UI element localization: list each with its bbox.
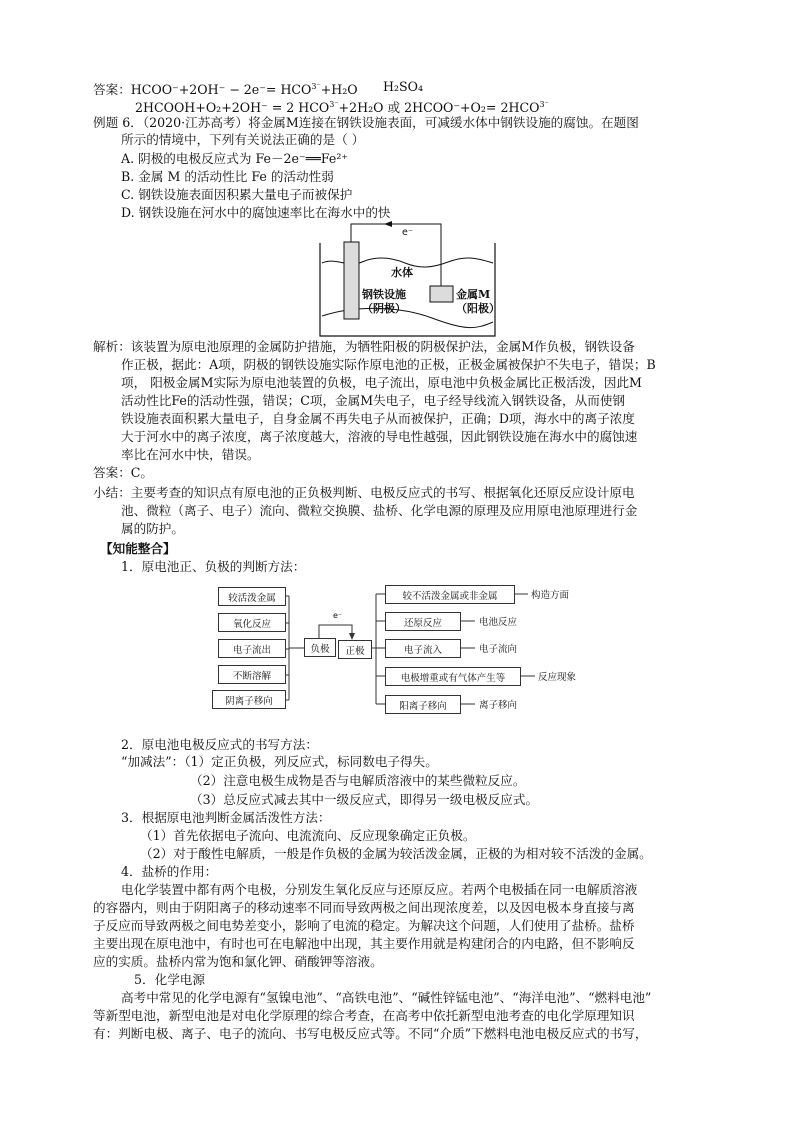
section-title: 【知能整合】 <box>100 541 176 556</box>
item-4-title: 4．盐桥的作用： <box>121 864 218 879</box>
option-a: A. 阴极的电极反应式为 Fe－2e⁻══Fe²⁺ <box>121 151 349 166</box>
item-4-line: 的容器内，则由于阴阳离子的移动速率不同而导致两极之间出现浓度差，以及因电极本身直接与离 <box>93 900 635 915</box>
answer-eq-part: 2HCOOH+O₂+2OH⁻ = 2 HCO <box>135 100 330 116</box>
analysis-line: 活动性比Fe的活动性强，错误；C项，金属M失电子，电子经导线流入钢铁设备，从而使钢 <box>121 393 626 408</box>
analysis-line: 作正极，据此：A项，阴极的钢铁设施实际作原电池的正极，正极金属被保护不失电子，错误；B <box>121 357 656 372</box>
option-d: D. 钢铁设施在河水中的腐蚀速率比在海水中的快 <box>121 205 391 220</box>
item-1-title: 1．原电池正、负极的判断方法： <box>121 559 306 574</box>
electron-label: e⁻ <box>402 227 413 238</box>
left-box-oxidation: 氧化反应 <box>218 613 286 632</box>
item-3-title: 3．根据原电池判断金属活泼性方法： <box>121 810 331 825</box>
answer-eq-part: +H₂O <box>320 82 358 98</box>
positive-electrode-box: 正极 <box>338 640 372 659</box>
summary-line: 属的防护。 <box>121 521 184 536</box>
item-3-line: （2）对于酸性电解质，一般是作负极的金属为较活泼金属，正极的为相对较不活泼的金属。 <box>140 846 652 861</box>
anode-label: （阳极） <box>456 302 500 315</box>
left-box-dissolving: 不断溶解 <box>218 665 286 684</box>
item-2-line: （3）总反应式减去其中一级反应式，即得另一级电极反应式。 <box>190 792 539 807</box>
right-box-electron-in: 电子流入 <box>385 639 461 658</box>
metal-m-label: 金属M <box>456 288 491 301</box>
left-box-electron-out: 电子流出 <box>218 639 286 658</box>
answer-choice: 答案：C。 <box>93 465 154 480</box>
electron-flow-label: e⁻ <box>333 611 343 620</box>
item-4-line: 子反应而导致两极之间电势差变小，影响了电流的稳定。为解决这个问题，人们使用了盐桥。盐桥 <box>93 918 635 933</box>
item-4-line: 电化学装置中都有两个电极，分别发生氧化反应与还原反应。若两个电极插在同一电解质溶液 <box>121 882 638 897</box>
cathode-label: （阴极） <box>362 302 406 315</box>
analysis-line: 大于河水中的离子浓度，离子浓度越大，溶液的导电性越强，因此钢铁设施在海水中的腐蚀速 <box>121 429 638 444</box>
item-4-line: 主要出现在原电池中，有时也可在电解池中出现，其主要作用就是构建闭合的内电路，但不影响反 <box>93 936 635 951</box>
right-box-cation: 阳离子移向 <box>385 695 461 714</box>
analysis-line: 铁设施表面积累大量电子，自身金属不再失电子从而被保护，正确；D项，海水中的离子浓度 <box>121 411 635 426</box>
right-box-inactive-metal: 较不活泼金属或非金属 <box>385 585 515 604</box>
analysis-line: 率比在河水中快，错误。 <box>121 447 260 462</box>
right-box-gain-gas: 电极增重或有气体产生等 <box>385 667 521 686</box>
label-phenomenon: 反应现象 <box>538 672 577 683</box>
label-structure: 构造方面 <box>531 590 570 601</box>
item-5-line: 高考中常见的化学电源有“氢镍电池”、“高铁电池”、“碱性锌锰电池”、“海洋电池”、“燃料电池” <box>121 990 652 1005</box>
left-box-anion: 阴离子移向 <box>212 690 286 709</box>
item-3-line: （1）首先依据电子流向、电流流向、反应现象确定正负极。 <box>140 828 476 843</box>
example-question-line-1: 例题 6．（2020·江苏高考）将金属M连接在钢铁设施表面，可减缓水体中钢铁设施的腐蚀。在题图 <box>93 115 639 130</box>
item-5-line: 有：判断电极、离子、电子的流向、书写电极反应式等。不同“介质”下燃料电池电极反应式的书写， <box>93 1026 648 1041</box>
item-2-line: （2）注意电极生成物是否与电解质溶液中的某些微粒反应。 <box>190 773 526 788</box>
answer-eq-part: +2H₂O 或 2HCOO⁻+O₂= 2HCO <box>338 100 540 116</box>
answer-eq-superscript: 3⁻ <box>539 100 549 109</box>
item-5-title: 5．化学电源 <box>134 972 205 987</box>
answer-eq-superscript: 3⁻ <box>311 82 321 91</box>
negative-electrode-box: 负极 <box>304 638 336 657</box>
left-box-active-metal: 较活泼金属 <box>218 587 286 606</box>
label-reaction: 电池反应 <box>479 617 518 628</box>
example-question-line-2: 所示的情境中，下列有关说法正确的是（ ） <box>121 132 365 147</box>
item-2-line: “加减法”：（1）定正负极，列反应式，标同数电子得失。 <box>121 754 438 769</box>
answer-eq-superscript: 3⁻ <box>329 100 339 109</box>
option-c: C. 钢铁设施表面因积累大量电子而被保护 <box>121 187 353 202</box>
summary-line: 池、微粒（离子、电子）流向、微粒交换膜、盐桥、化学电源的原理及应用原电池原理进行金 <box>121 503 638 518</box>
label-electron-flow: 电子流向 <box>479 644 518 655</box>
option-b: B. 金属 M 的活动性比 Fe 的活动性弱 <box>121 169 334 184</box>
analysis-line: 解析：该装置为原电池原理的金属防护措施，为牺牲阳极的阴极保护法，金属M作负极，钢铁设备 <box>93 339 635 354</box>
answer-sulfuric-acid: H₂SO₄ <box>383 79 424 94</box>
steel-facility-label: 钢铁设施 <box>362 288 406 301</box>
right-box-reduction: 还原反应 <box>385 612 461 631</box>
item-5-line: 等新型电池，新型电池是对电化学原理的综合考查，在高考中依托新型电池考查的电化学原理知识 <box>93 1008 635 1023</box>
summary-line: 小结：主要考查的知识点有原电池的正负极判断、电极反应式的书写、根据氧化还原反应设计原电 <box>93 485 635 500</box>
item-2-title: 2．原电池电极反应式的书写方法： <box>121 737 318 752</box>
item-4-line: 应的实质。盐桥内常为饱和氯化钾、硝酸钾等溶液。 <box>93 954 383 969</box>
answer-eq-part: 答案：HCOO⁻+2OH⁻ − 2e⁻= HCO <box>93 82 312 98</box>
label-ion-flow: 离子移向 <box>479 700 518 711</box>
water-label: 水体 <box>391 266 413 279</box>
analysis-line: 项， 阳极金属M实际为原电池装置的负极，电子流出，原电池中负极金属比正极活泼，因此M <box>121 375 642 390</box>
